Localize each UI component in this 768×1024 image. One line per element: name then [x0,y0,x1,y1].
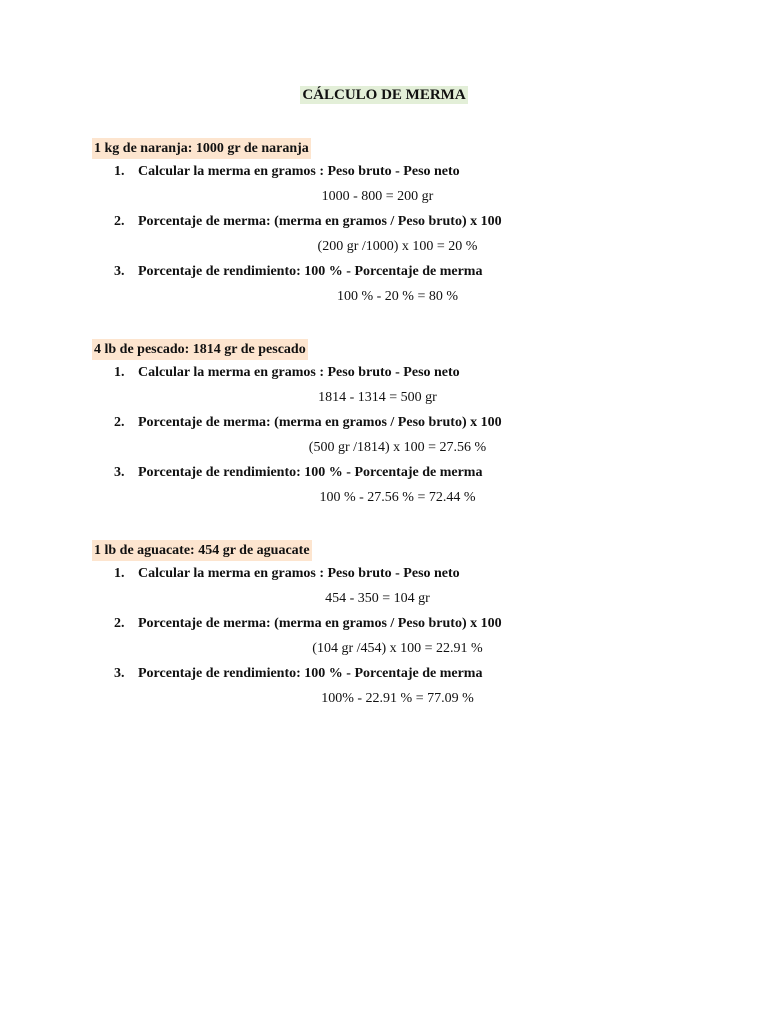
formula-text: 1814 - 1314 = 500 gr [318,390,437,405]
step-item [114,159,712,184]
formula-text: (500 gr /1814) x 100 = 27.56 % [308,440,487,455]
step-number: 3. [114,264,125,279]
step-number: 2. [114,616,125,631]
step-formula [0,184,745,209]
step-item [114,410,712,435]
formula-text: 100 % - 20 % = 80 % [336,289,459,304]
step-label: Porcentaje de rendimiento: 100 % - Porcentaje de merma [138,666,483,681]
section-naranja [92,138,712,309]
step-label: Porcentaje de merma: (merma en gramos / Peso bruto) x 100 [138,616,502,631]
step-formula [0,636,745,661]
formula-text: 1000 - 800 = 200 gr [321,189,434,204]
formula-text: 100 % - 27.56 % = 72.44 % [319,490,476,505]
step-label: Porcentaje de merma: (merma en gramos / Peso bruto) x 100 [138,214,502,229]
formula-text: (104 gr /454) x 100 = 22.91 % [312,641,483,656]
step-number: 1. [114,365,125,380]
step-label: Porcentaje de rendimiento: 100 % - Porcentaje de merma [138,264,483,279]
step-formula [0,385,745,410]
step-item [114,611,712,636]
formula-text: 454 - 350 = 104 gr [325,591,430,606]
step-number: 2. [114,214,125,229]
step-formula [0,284,745,309]
step-item [114,661,712,686]
step-formula [0,435,745,460]
step-formula [0,485,745,510]
step-item [114,259,712,284]
step-number: 3. [114,465,125,480]
step-number: 3. [114,666,125,681]
step-label: Calcular la merma en gramos : Peso bruto - Peso neto [138,164,460,179]
section-heading: 4 lb de pescado: 1814 gr de pescado [92,339,308,360]
formula-text: (200 gr /1000) x 100 = 20 % [317,239,478,254]
step-label: Porcentaje de rendimiento: 100 % - Porcentaje de merma [138,465,483,480]
step-item [114,360,712,385]
step-formula [0,234,745,259]
step-number: 1. [114,566,125,581]
section-heading: 1 lb de aguacate: 454 gr de aguacate [92,540,312,561]
step-item [114,460,712,485]
section-heading: 1 kg de naranja: 1000 gr de naranja [92,138,311,159]
step-formula [0,686,745,711]
document-title: CÁLCULO DE MERMA [302,87,466,103]
step-number: 2. [114,415,125,430]
formula-text: 100% - 22.91 % = 77.09 % [321,691,474,706]
step-item [114,561,712,586]
section-aguacate [92,540,712,711]
step-number: 1. [114,164,125,179]
step-label: Porcentaje de merma: (merma en gramos / Peso bruto) x 100 [138,415,502,430]
section-pescado [92,339,712,510]
step-item [114,209,712,234]
step-label: Calcular la merma en gramos : Peso bruto - Peso neto [138,365,460,380]
step-label: Calcular la merma en gramos : Peso bruto - Peso neto [138,566,460,581]
step-formula [0,586,745,611]
document-title-block [0,86,768,104]
